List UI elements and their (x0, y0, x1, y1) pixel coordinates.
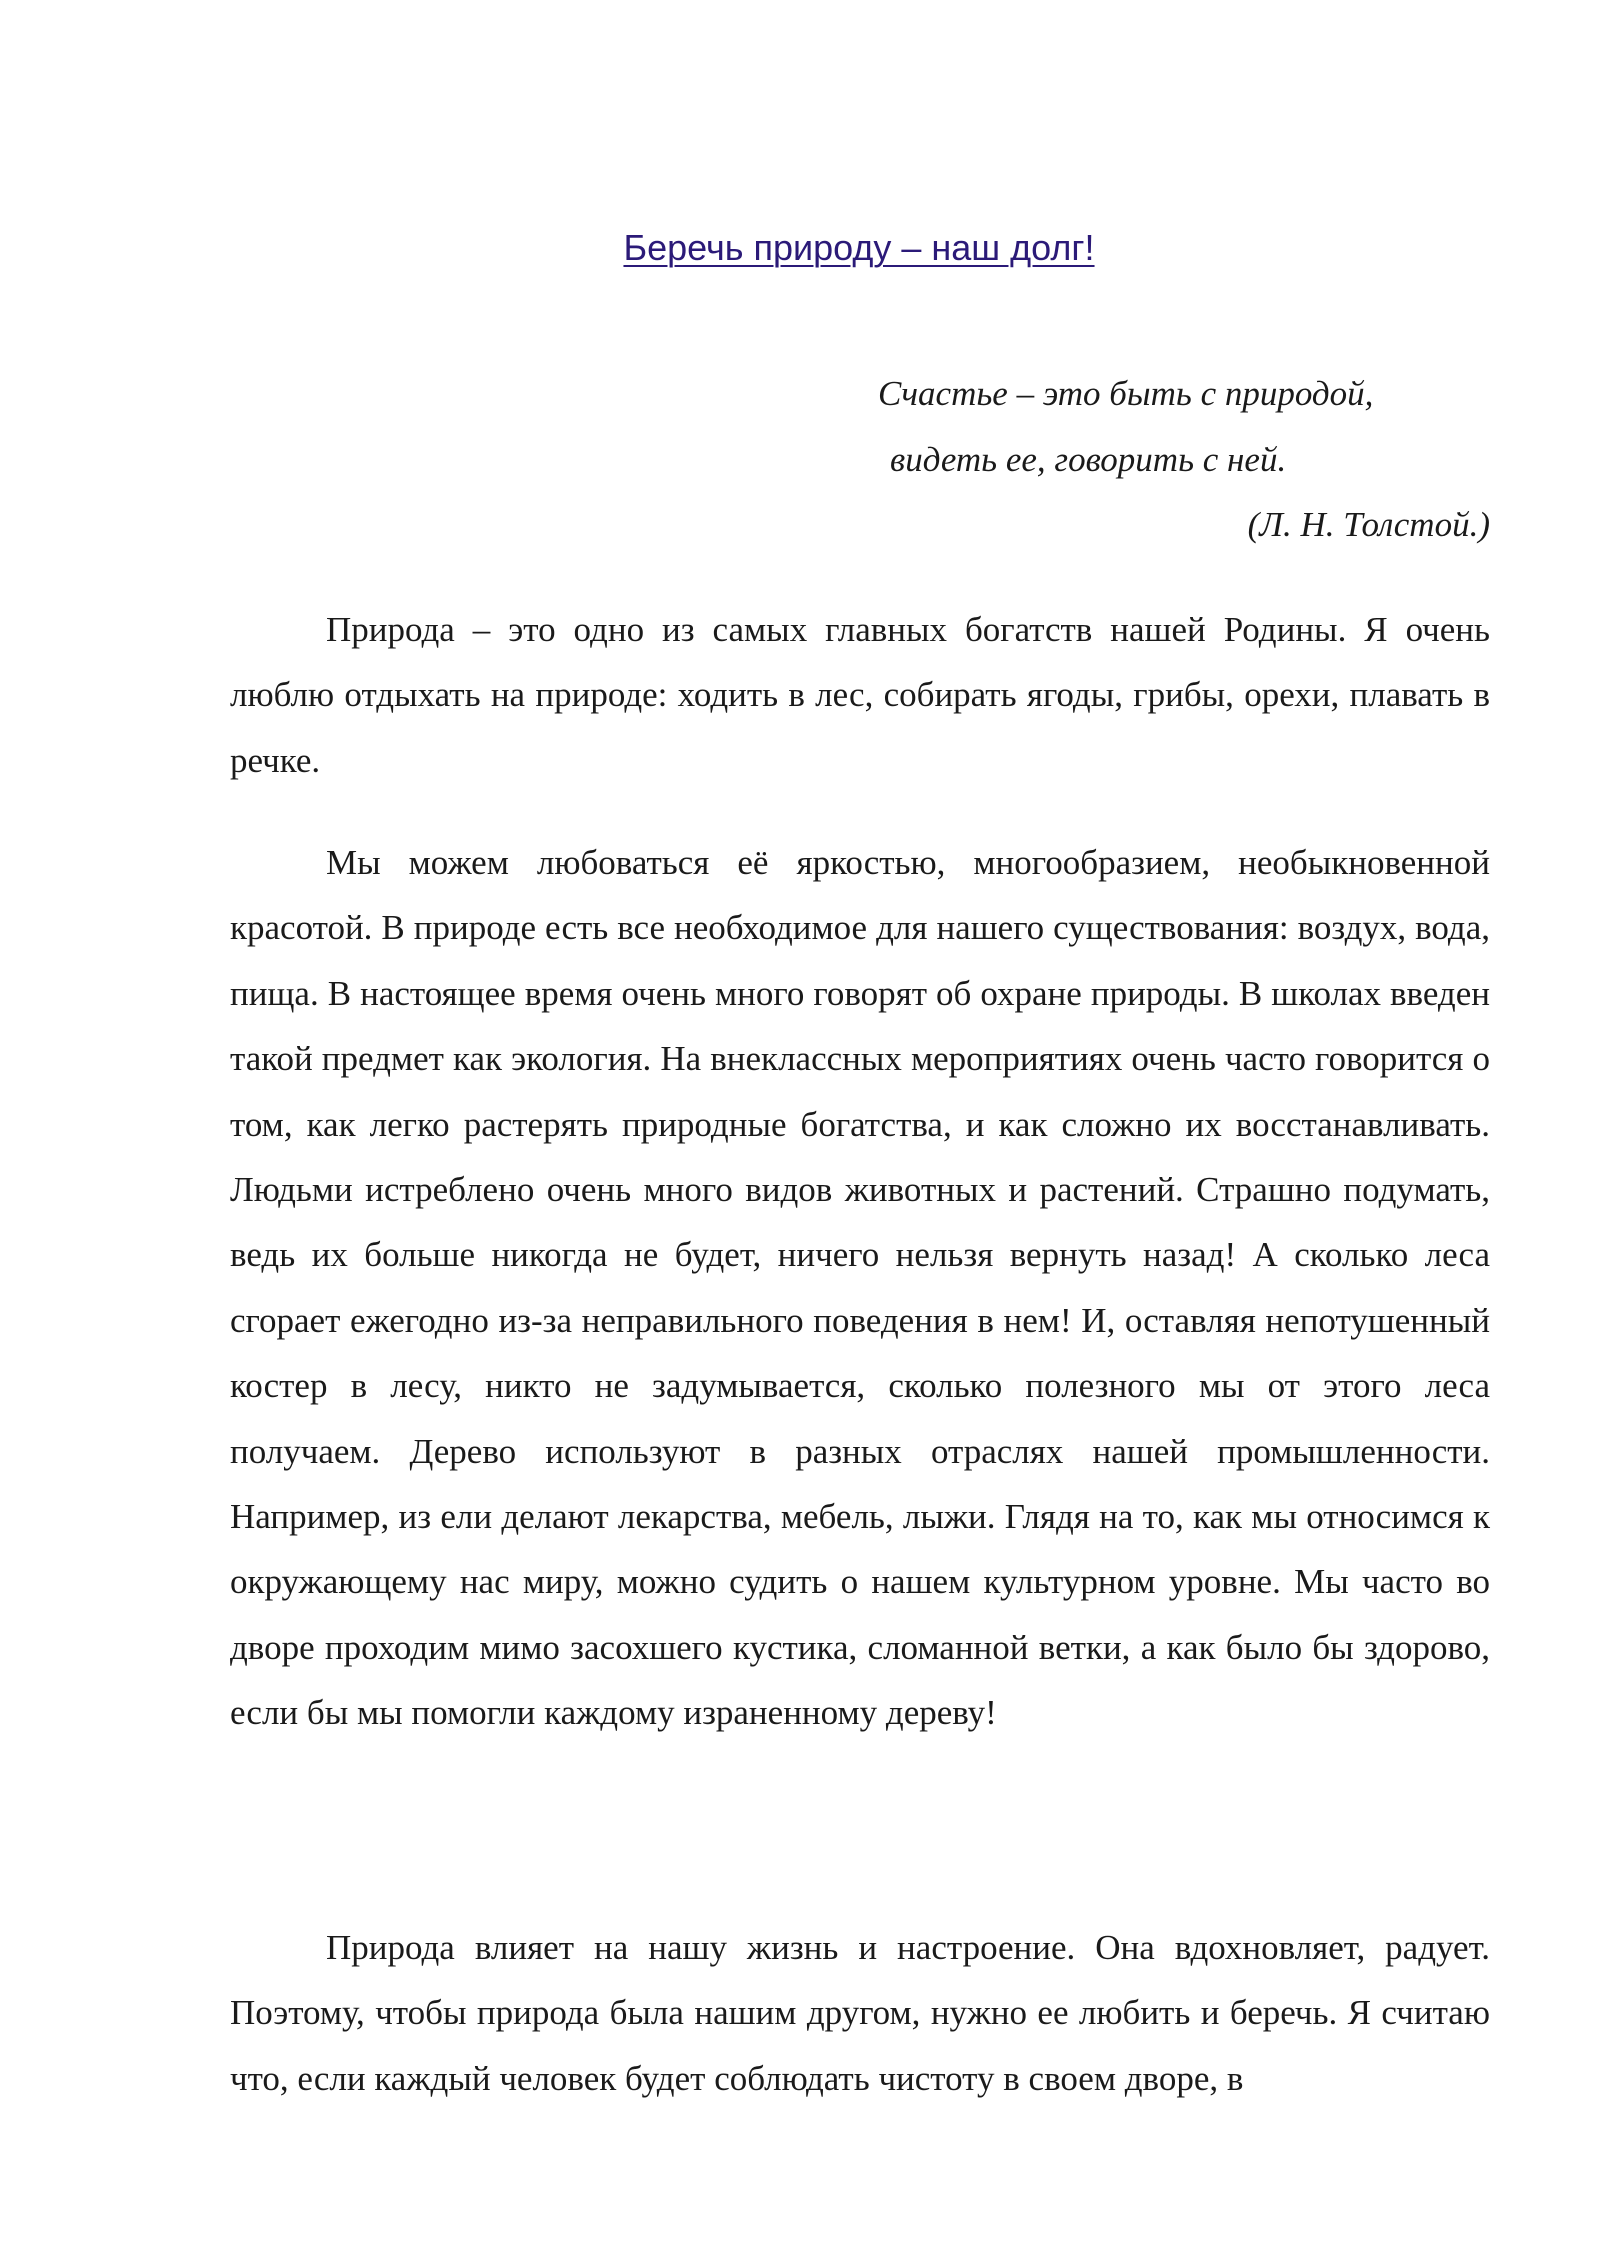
epigraph-line-1: Счастье – это быть с природой, (878, 374, 1374, 413)
epigraph-author: (Л. Н. Толстой.) (1247, 505, 1490, 544)
paragraph-1: Природа – это одно из самых главных богатств нашей Родины. Я очень люблю отдыхать на природе: ходить в лес, собирать ягоды, грибы, орехи, плавать в речке. (230, 610, 1490, 780)
epigraph-line-2: видеть ее, говорить с ней. (890, 440, 1287, 479)
paragraph-3: Природа влияет на нашу жизнь и настроение. Она вдохновляет, радует. Поэтому, чтобы природа была нашим другом, нужно ее любить и беречь. Я считаю что, если каждый человек будет соблюдать чистоту в своем дворе, в (230, 1928, 1490, 2098)
paragraph-2: Мы можем любоваться её яркостью, многообразием, необыкновенной красотой. В природе есть все необходимое для нашего существования: воздух, вода, пища. В настоящее время очень много говорят об охране природы. В школах введен такой предмет как экология. На внеклассных мероприятиях очень часто говорится о том, как легко растерять природные богатства, и как сложно их восстанавливать. Людьми истреблено очень много видов животных и растений. Страшно подумать, ведь их больше никогда не будет, ничего нельзя вернуть назад! А сколько леса сгорает ежегодно из-за неправильного поведения в нем! И, оставляя непотушенный костер в лесу, никто не задумывается, сколько полезного мы от этого леса получаем. Дерево используют в разных отраслях нашей промышленности. Например, из ели делают лекарства, мебель, лыжи. Глядя на то, как мы относимся к окружающему нас миру, можно судить о нашем культурном уровне. Мы часто во дворе проходим мимо засохшего кустика, сломанной ветки, а как было бы здорово, если бы мы помогли каждому израненному дереву! (230, 843, 1490, 1733)
document-title: Беречь природу – наш долг! (623, 227, 1095, 268)
